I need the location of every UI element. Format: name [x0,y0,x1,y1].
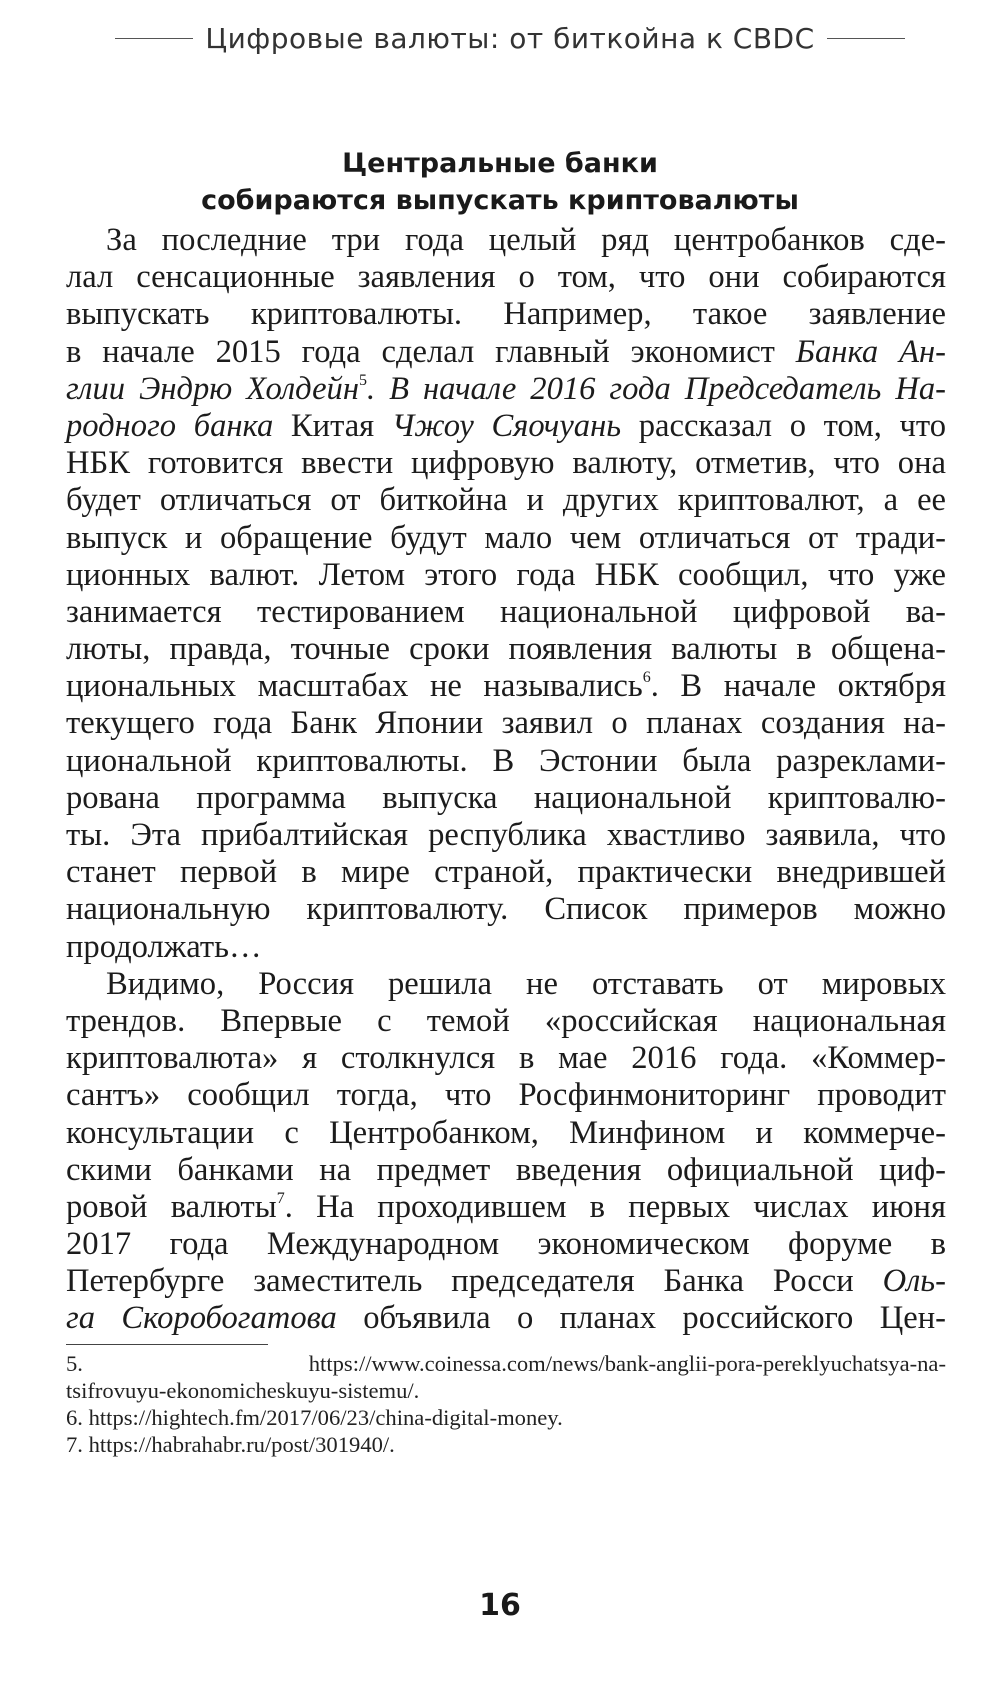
text-line [66,371,946,408]
text-line [66,1263,946,1300]
text-line: текущего года Банк Японии заявил о планах создания на- [66,705,946,742]
footnote-ref-7: 7 [276,1189,285,1207]
chapter-title-line-1: Центральные банки [342,148,658,179]
text-line: национальную криптовалюту. Список примеров можно [66,891,946,928]
italic-run: . В начале 2016 года Председатель На- [366,370,946,407]
text-line: ты. Эта прибалтийская республика хвастливо заявила, что [66,817,946,853]
italic-run: глии Эндрю Холдейн [66,370,359,407]
text-line: скими банками на предмет введения официальной циф- [66,1151,946,1188]
text-line: будет отличаться от биткойна и других криптовалют, а ее [66,482,946,519]
text-line: выпускать криптовалюты. Например, такое заявление [66,296,946,333]
text-line: занимается тестированием национальной цифровой ва- [66,593,946,630]
text-line: люты, правда, точные сроки появления валюты в общена- [66,631,946,668]
text-line [66,1189,946,1226]
footnote-6: 6. https://hightech.fm/2017/06/23/china-digital-money. [66,1405,563,1430]
text-line [66,334,946,371]
italic-run: га Скоробогатова [66,1300,337,1337]
chapter-title-line-2: собираются выпускать криптовалюты [201,185,799,216]
text-line: рована программа выпуска национальной криптовалю- [66,779,946,816]
text-line: криптовалюта» я столкнулся в мае 2016 года. «Коммер- [66,1040,946,1077]
running-header [110,22,910,55]
running-header-text: Цифровые валюты: от биткойна к CBDC [205,22,815,55]
text-run: циональных масштабах не назывались [66,668,643,705]
text-run: в начале 2015 года сделал главный экономист [66,333,796,370]
italic-run: родного банка [66,407,274,444]
footnote-7: 7. https://habrahabr.ru/post/301940/. [66,1432,395,1457]
text-line: лал сенсационные заявления о том, что они собираются [66,259,946,296]
text-run: рассказал о том, что [621,407,946,444]
header-rule-left [115,38,193,39]
footnote-5-continued: tsifrovuyu-ekonomicheskuyu-sistemu/. [66,1378,420,1403]
text-line [66,408,946,445]
text-line: 2017 года Международном экономическом форуме в [66,1226,946,1263]
text-line: ционных валют. Летом этого года НБК сообщил, что уже [66,556,946,593]
text-line: станет первой в мире страной, практически внедрившей [66,854,946,891]
text-line: циональной криптовалюты. В Эстонии была разреклами- [66,742,946,779]
footnote-ref-5: 5 [358,371,367,389]
text-line: За последние три года целый ряд центробанков сде- [106,222,946,258]
footnotes [66,1350,946,1458]
text-line [66,668,946,705]
footnote-5: 5. https://www.coinessa.com/news/bank-anglii-pora-pereklyuchatsya-na- [66,1351,946,1376]
text-run: ровой валюты [66,1188,277,1225]
header-rule-right [827,38,905,39]
chapter-title [60,145,940,219]
text-run: Китая [273,407,392,444]
text-run: Петербурге заместитель председателя Банка Росси [66,1263,883,1300]
italic-run: Оль- [882,1263,946,1300]
footnote-ref-6: 6 [642,669,651,687]
text-run: объявила о планах российского Цен- [336,1300,946,1337]
text-line: трендов. Впервые с темой «российская национальная [66,1002,946,1039]
text-line: сантъ» сообщил тогда, что Росфинмониторинг проводит [66,1077,946,1114]
text-line: продолжать… [66,928,262,965]
footnote-divider [66,1344,268,1345]
text-run: . На проходившем в первых числах июня [284,1188,946,1225]
page-number: 16 [479,1588,521,1623]
italic-run: Чжоу Сяочуань [391,407,622,444]
italic-run: Банка Ан- [795,333,946,370]
text-line: выпуск и обращение будут мало чем отличаться от тради- [66,519,946,556]
text-line: консультации с Центробанком, Минфином и коммерче- [66,1114,946,1151]
body-text [66,222,946,1338]
text-line [66,1300,946,1337]
text-line: НБК готовится ввести цифровую валюту, отметив, что она [66,445,946,482]
text-run: . В начале октября [650,668,946,705]
text-line: Видимо, Россия решила не отставать от мировых [106,965,946,1002]
